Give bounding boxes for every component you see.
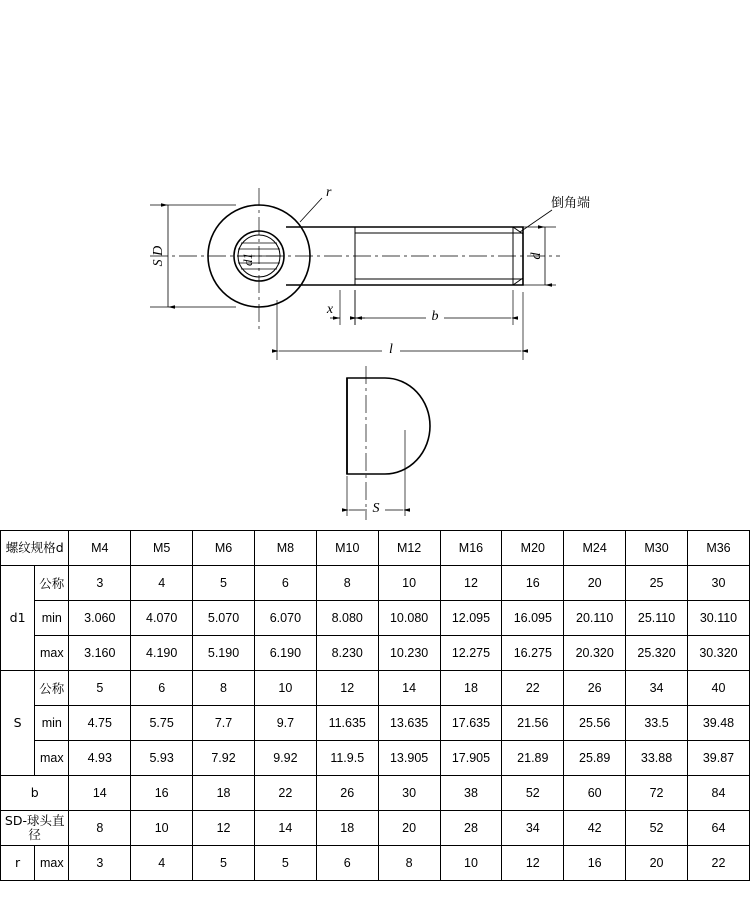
table-row xyxy=(1,706,750,741)
cell-value: 16.095 xyxy=(502,601,564,636)
table-row xyxy=(1,811,750,846)
label-b: b xyxy=(431,309,439,324)
cell-value: 5.190 xyxy=(193,636,255,671)
cell-value: 3 xyxy=(69,846,131,881)
cell-value: 22 xyxy=(254,776,316,811)
cell-value: 22 xyxy=(687,846,749,881)
cell-value: 7.7 xyxy=(193,706,255,741)
header-size: M24 xyxy=(564,531,626,566)
cell-value: 14 xyxy=(69,776,131,811)
row-group-S: S xyxy=(1,671,35,776)
cell-value: 26 xyxy=(564,671,626,706)
row-sub-label: max xyxy=(35,846,69,881)
cell-value: 20 xyxy=(626,846,688,881)
row-sub-label: 公称 xyxy=(35,566,69,601)
cell-value: 5 xyxy=(69,671,131,706)
cell-value: 20.320 xyxy=(564,636,626,671)
cell-value: 10.080 xyxy=(378,601,440,636)
header-size: M30 xyxy=(626,531,688,566)
table-row xyxy=(1,776,750,811)
cell-value: 39.48 xyxy=(687,706,749,741)
cell-value: 20 xyxy=(378,811,440,846)
cell-value: 6 xyxy=(316,846,378,881)
cell-value: 12.275 xyxy=(440,636,502,671)
cell-value: 52 xyxy=(626,811,688,846)
cell-value: 18 xyxy=(440,671,502,706)
row-group-b: b xyxy=(1,776,69,811)
cell-value: 7.92 xyxy=(193,741,255,776)
cell-value: 25.89 xyxy=(564,741,626,776)
cell-value: 6.070 xyxy=(254,601,316,636)
cell-value: 34 xyxy=(626,671,688,706)
cell-value: 16.275 xyxy=(502,636,564,671)
row-group-d1: d1 xyxy=(1,566,35,671)
cell-value: 16 xyxy=(502,566,564,601)
cell-value: 30.320 xyxy=(687,636,749,671)
label-l: l xyxy=(389,342,393,357)
label-S: S xyxy=(372,501,380,516)
cell-value: 4 xyxy=(131,846,193,881)
cell-value: 33.88 xyxy=(626,741,688,776)
cell-value: 4.75 xyxy=(69,706,131,741)
row-group-sd-ball-diameter: SD-球头直径 xyxy=(1,811,69,846)
cell-value: 64 xyxy=(687,811,749,846)
cell-value: 12 xyxy=(440,566,502,601)
header-size: M5 xyxy=(131,531,193,566)
cell-value: 11.635 xyxy=(316,706,378,741)
cell-value: 3 xyxy=(69,566,131,601)
cell-value: 12.095 xyxy=(440,601,502,636)
label-d1: d1 xyxy=(240,253,255,266)
cell-value: 30 xyxy=(687,566,749,601)
cell-value: 25.320 xyxy=(626,636,688,671)
row-sub-label: 公称 xyxy=(35,671,69,706)
cell-value: 12 xyxy=(502,846,564,881)
cell-value: 4.93 xyxy=(69,741,131,776)
header-size: M10 xyxy=(316,531,378,566)
cell-value: 4.190 xyxy=(131,636,193,671)
cell-value: 14 xyxy=(378,671,440,706)
label-d: d xyxy=(529,252,544,260)
cell-value: 60 xyxy=(564,776,626,811)
cell-value: 13.635 xyxy=(378,706,440,741)
cell-value: 30 xyxy=(378,776,440,811)
cell-value: 8.230 xyxy=(316,636,378,671)
cell-value: 5 xyxy=(254,846,316,881)
cell-value: 38 xyxy=(440,776,502,811)
cell-value: 25.56 xyxy=(564,706,626,741)
cell-value: 10 xyxy=(440,846,502,881)
table-row xyxy=(1,671,750,706)
cell-value: 21.89 xyxy=(502,741,564,776)
cell-value: 11.9.5 xyxy=(316,741,378,776)
cell-value: 9.92 xyxy=(254,741,316,776)
label-r: r xyxy=(326,185,332,200)
header-size: M12 xyxy=(378,531,440,566)
cell-value: 14 xyxy=(254,811,316,846)
row-group-r: r xyxy=(1,846,35,881)
cell-value: 12 xyxy=(316,671,378,706)
header-size: M16 xyxy=(440,531,502,566)
table-row xyxy=(1,741,750,776)
label-x: x xyxy=(326,302,334,317)
cell-value: 30.110 xyxy=(687,601,749,636)
row-sub-label: max xyxy=(35,636,69,671)
header-size: M8 xyxy=(254,531,316,566)
row-sub-label: min xyxy=(35,601,69,636)
cell-value: 8 xyxy=(69,811,131,846)
cell-value: 72 xyxy=(626,776,688,811)
table-row xyxy=(1,636,750,671)
cell-value: 3.160 xyxy=(69,636,131,671)
cell-value: 4 xyxy=(131,566,193,601)
cell-value: 26 xyxy=(316,776,378,811)
table-row xyxy=(1,566,750,601)
cell-value: 10 xyxy=(378,566,440,601)
cell-value: 25.110 xyxy=(626,601,688,636)
label-chamfer: 倒角端 xyxy=(551,196,591,211)
cell-value: 16 xyxy=(564,846,626,881)
cell-value: 28 xyxy=(440,811,502,846)
cell-value: 4.070 xyxy=(131,601,193,636)
header-size: M4 xyxy=(69,531,131,566)
cell-value: 20.110 xyxy=(564,601,626,636)
table-row xyxy=(1,846,750,881)
cell-value: 84 xyxy=(687,776,749,811)
cell-value: 12 xyxy=(193,811,255,846)
table-row xyxy=(1,601,750,636)
cell-value: 5 xyxy=(193,846,255,881)
cell-value: 39.87 xyxy=(687,741,749,776)
cell-value: 6 xyxy=(254,566,316,601)
cell-value: 18 xyxy=(316,811,378,846)
cell-value: 16 xyxy=(131,776,193,811)
cell-value: 6 xyxy=(131,671,193,706)
cell-value: 10 xyxy=(254,671,316,706)
cell-value: 25 xyxy=(626,566,688,601)
cell-value: 8 xyxy=(193,671,255,706)
cell-value: 8 xyxy=(316,566,378,601)
cell-value: 34 xyxy=(502,811,564,846)
row-sub-label: min xyxy=(35,706,69,741)
cell-value: 8.080 xyxy=(316,601,378,636)
cell-value: 9.7 xyxy=(254,706,316,741)
label-S-D: S D xyxy=(151,245,166,267)
cell-value: 52 xyxy=(502,776,564,811)
cell-value: 5 xyxy=(193,566,255,601)
header-size: M20 xyxy=(502,531,564,566)
header-size: M36 xyxy=(687,531,749,566)
cell-value: 18 xyxy=(193,776,255,811)
cell-value: 6.190 xyxy=(254,636,316,671)
cell-value: 5.93 xyxy=(131,741,193,776)
cell-value: 5.75 xyxy=(131,706,193,741)
cell-value: 5.070 xyxy=(193,601,255,636)
row-sub-label: max xyxy=(35,741,69,776)
cell-value: 3.060 xyxy=(69,601,131,636)
cell-value: 40 xyxy=(687,671,749,706)
cell-value: 42 xyxy=(564,811,626,846)
cell-value: 17.635 xyxy=(440,706,502,741)
cell-value: 13.905 xyxy=(378,741,440,776)
cell-value: 20 xyxy=(564,566,626,601)
cell-value: 33.5 xyxy=(626,706,688,741)
cell-value: 10 xyxy=(131,811,193,846)
specification-table xyxy=(0,530,750,881)
cell-value: 21.56 xyxy=(502,706,564,741)
cell-value: 17.905 xyxy=(440,741,502,776)
header-size: M6 xyxy=(193,531,255,566)
cell-value: 22 xyxy=(502,671,564,706)
table-header-row xyxy=(1,531,750,566)
cell-value: 10.230 xyxy=(378,636,440,671)
header-thread-spec: 螺纹规格d xyxy=(1,531,69,566)
cell-value: 8 xyxy=(378,846,440,881)
